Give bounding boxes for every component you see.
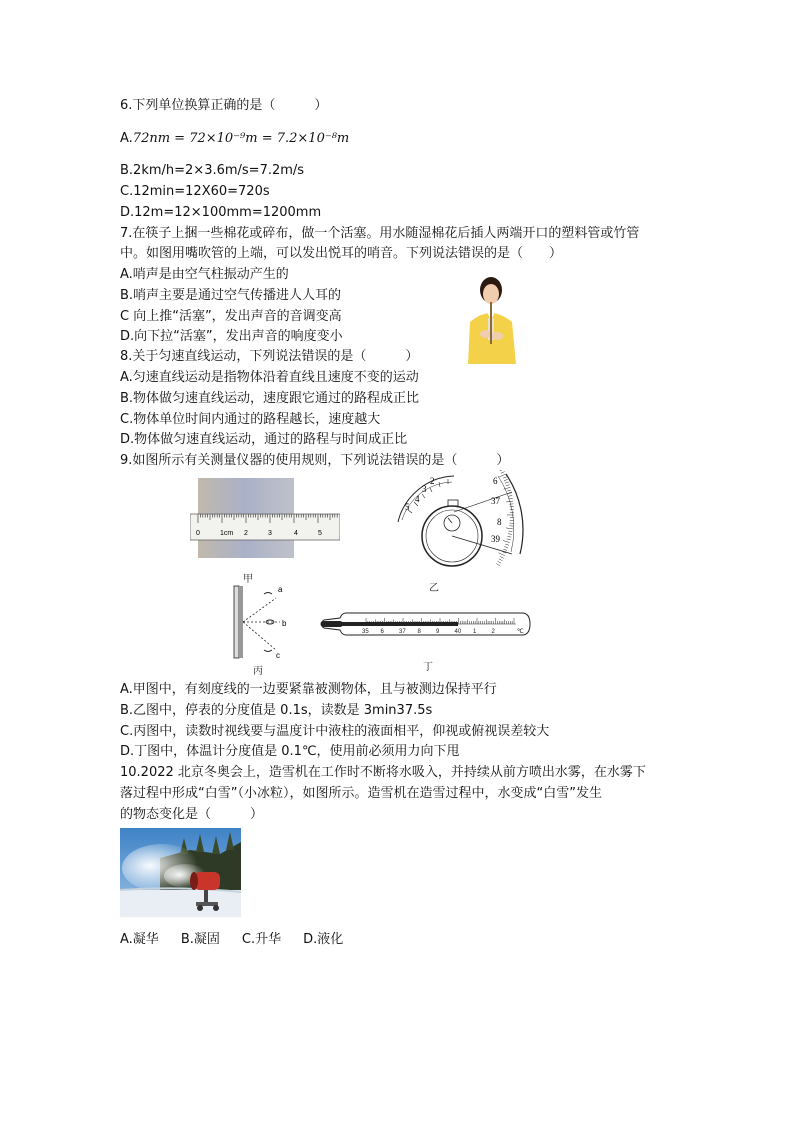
watch-tick bbox=[508, 531, 512, 532]
q9-stem: 9.如图所示有关测量仪器的使用规则，下列说法错误的是（ ） bbox=[120, 453, 510, 468]
snow-machine-photo bbox=[120, 828, 241, 917]
watch-tick bbox=[499, 553, 505, 556]
q8-option-b: B.物体做匀速直线运动，速度跟它通过的路程成正比 bbox=[120, 391, 420, 406]
watch-tick bbox=[506, 528, 513, 529]
watch-tick bbox=[509, 498, 513, 499]
mirror-label-b: b bbox=[282, 619, 287, 628]
q9-option-b: B.乙图中，停表的分度值是 0.1s，读数是 3min37.5s bbox=[120, 703, 433, 718]
q6-option-d: D.12m=12×100mm=1200mm bbox=[120, 205, 322, 220]
thermometer-tick-label: 6 bbox=[380, 629, 384, 635]
q10-options bbox=[120, 931, 365, 949]
q10-option-b: B.凝固 bbox=[180, 932, 220, 947]
q8-option-a: A.匀速直线运动是指物体沿着直线且速度不变的运动 bbox=[120, 370, 419, 385]
watch-tick bbox=[505, 482, 509, 483]
girl-whistle-photo bbox=[460, 274, 522, 364]
q10-stem-line3: 的物态变化是（ ） bbox=[120, 807, 264, 822]
watch-outer-label: 6 bbox=[493, 476, 498, 486]
watch-tick bbox=[506, 485, 510, 486]
watch-tick bbox=[503, 549, 507, 550]
ruler-tick-label: 5 bbox=[318, 530, 322, 537]
watch-outer-label: 37 bbox=[491, 496, 500, 506]
thermometer-tick-label: 2 bbox=[491, 629, 495, 635]
watch-tick bbox=[507, 490, 511, 491]
thermometer-figure bbox=[316, 610, 534, 640]
thermometer-tick-label: 9 bbox=[436, 629, 440, 635]
watch-inner-label: 4 bbox=[415, 494, 420, 504]
q10-stem-line2: 落过程中形成“白雪”（小冰粒），如图所示。造雪机在造雪过程中，水变成“白雪”发生 bbox=[120, 786, 602, 801]
watch-inner-label: 3 bbox=[422, 484, 427, 494]
q7-stem-line2: 中。如图用嘴吹管的上端，可以发出悦耳的哨音。下列说法错误的是（ ） bbox=[120, 246, 563, 261]
watch-outer-label: 39 bbox=[491, 534, 500, 544]
q6-option-a bbox=[120, 130, 349, 148]
q9-option-d: D.丁图中，体温计分度值是 0.1℃，使用前必须用力向下甩 bbox=[120, 744, 460, 759]
q10-option-d: D.液化 bbox=[303, 932, 344, 947]
ruler-tick-label: 1cm bbox=[220, 530, 234, 537]
stopwatch-figure bbox=[394, 470, 534, 588]
q6-option-c: C.12min=12X60=720s bbox=[120, 184, 270, 199]
watch-tick bbox=[496, 564, 499, 566]
q10-stem-line1: 10.2022 北京冬奥会上，造雪机在工作时不断将水吸入，并持续从前方喷出水雾，在水雾下 bbox=[120, 765, 646, 780]
q7-option-c: C 向上推“活塞”，发出声音的音调变高 bbox=[120, 309, 342, 324]
ruler-figure bbox=[190, 478, 340, 560]
watch-tick bbox=[499, 559, 503, 561]
reading-eye-figure bbox=[224, 584, 294, 664]
mirror-label-c: c bbox=[276, 651, 280, 660]
q6-option-a-label: A. bbox=[120, 131, 133, 146]
q10-option-a: A.凝华 bbox=[120, 932, 159, 947]
q10-option-c: C.升华 bbox=[241, 932, 282, 947]
mirror-label-a: a bbox=[278, 585, 283, 594]
thermometer-tick-label: 37 bbox=[399, 629, 406, 635]
q9-option-c: C.丙图中，读数时视线要与温度计中液柱的液面相平，仰视或俯视误差较大 bbox=[120, 724, 550, 739]
watch-tick bbox=[503, 477, 507, 478]
watch-tick bbox=[500, 470, 504, 471]
watch-tick bbox=[507, 539, 511, 540]
watch-tick bbox=[508, 496, 512, 497]
q8-option-c: C.物体单位时间内通过的路程越长，速度越大 bbox=[120, 412, 381, 427]
q6-option-b: B.2km/h=2×3.6m/s=7.2m/s bbox=[120, 163, 305, 178]
watch-tick bbox=[499, 474, 505, 477]
thermometer-tick-label: 1 bbox=[473, 629, 477, 635]
q6-option-a-math: 72nm = 72×10⁻⁹m = 7.2×10⁻⁸m bbox=[132, 131, 350, 146]
caption-yi: 乙 bbox=[429, 583, 439, 594]
watch-tick bbox=[504, 547, 508, 548]
watch-outer-label: 8 bbox=[497, 517, 502, 527]
ruler-tick-label: 4 bbox=[294, 530, 298, 537]
q7-stem-line1: 7.在筷子上捆一些棉花或碎布，做一个活塞。用水随湿棉花后插人两端开口的塑料管或竹管 bbox=[120, 226, 640, 241]
q8-option-d: D.物体做匀速直线运动，通过的路程与时间成正比 bbox=[120, 432, 408, 447]
watch-inner-label: 2 bbox=[430, 476, 435, 486]
watch-tick bbox=[498, 561, 501, 563]
thermometer-unit: ℃ bbox=[517, 629, 524, 635]
watch-tick bbox=[501, 472, 505, 474]
q7-option-d: D.向下拉“活塞”，发出声音的响度变小 bbox=[120, 329, 343, 344]
caption-ding: 丁 bbox=[423, 662, 433, 673]
thermometer-tick-label: 40 bbox=[454, 629, 462, 635]
ruler-tick-label: 2 bbox=[244, 530, 248, 537]
watch-tick bbox=[507, 536, 511, 537]
watch-inner-label: 5 bbox=[405, 502, 410, 512]
q7-option-a: A.哨声是由空气柱振动产生的 bbox=[120, 267, 289, 282]
caption-jia: 甲 bbox=[243, 574, 253, 585]
q7-option-b: B.哨声主要是通过空气传播进人人耳的 bbox=[120, 288, 342, 303]
watch-tick bbox=[508, 534, 512, 535]
watch-tick bbox=[503, 541, 510, 543]
ruler-tick-label: 0 bbox=[196, 530, 200, 537]
watch-tick bbox=[500, 556, 504, 558]
q6-stem: 6.下列单位换算正确的是（ ） bbox=[120, 98, 328, 113]
thermometer-tick-label: 8 bbox=[417, 629, 421, 635]
caption-bing: 丙 bbox=[253, 666, 263, 677]
watch-tick bbox=[504, 479, 508, 480]
q8-stem: 8.关于匀速直线运动，下列说法错误的是（ ） bbox=[120, 349, 419, 364]
thermometer-tick-label: 35 bbox=[362, 629, 369, 635]
watch-tick bbox=[505, 544, 509, 545]
ruler-tick-label: 3 bbox=[268, 530, 272, 537]
q9-option-a: A.甲图中，有刻度线的一边要紧靠被测物体，且与被测边保持平行 bbox=[120, 682, 497, 697]
